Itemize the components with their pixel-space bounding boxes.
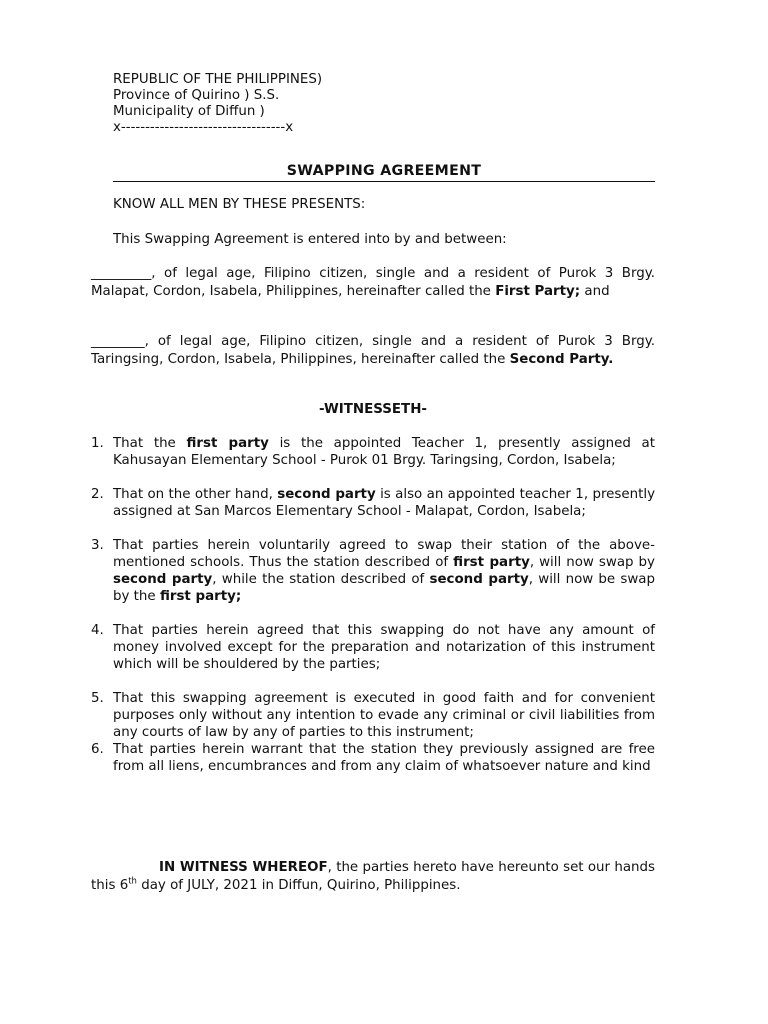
in-witness-whereof-paragraph: IN WITNESS WHEREOF, the parties hereto have hereunto set our hands this 6th day of JULY, 2021 in Diffun, Quirino, Philippines. xyxy=(91,860,655,893)
header-province: Province of Quirino ) S.S. xyxy=(113,88,280,103)
first-party-paragraph xyxy=(91,265,655,300)
clause-number: 5. xyxy=(91,691,104,706)
ordinal-suffix: th xyxy=(128,876,137,887)
clause-number: 3. xyxy=(91,538,104,553)
clause-number: 6. xyxy=(91,742,104,757)
clauses-list xyxy=(91,435,655,775)
first-party-tail: and xyxy=(584,283,610,299)
clause-6: 6. That parties herein warrant that the station they previously assigned are free from all liens, encumbrances and from any claim of whatsoever nature and kind xyxy=(91,742,655,774)
clause-1: 1. That the first party is the appointed Teacher 1, presently assigned at Kahusayan Elementary School - Purok 01 Brgy. Taringsing, Cordon, Isabela; xyxy=(91,436,655,468)
second-party-paragraph xyxy=(91,333,655,368)
clause-number: 4. xyxy=(91,623,104,638)
clause-3: 3. That parties herein voluntarily agreed to swap their station of the above-mentioned schools. Thus the station described of first party, will now swap by second party, while the station described of second party, will now be swap by the first party; xyxy=(91,538,656,604)
document-title: SWAPPING AGREEMENT xyxy=(113,161,655,182)
clause-2: 2. That on the other hand, second party is also an appointed teacher 1, presently assigned at San Marcos Elementary School - Malapat, Cordon, Isabela; xyxy=(91,487,655,519)
clause-5: 5. That this swapping agreement is executed in good faith and for convenient purposes only without any intention to evade any criminal or civil liabilities from any courts of law by any of parties to this instrument; xyxy=(91,691,655,740)
witnesseth-heading: -WITNESSETH- xyxy=(319,402,427,417)
first-party-label: First Party; xyxy=(495,283,581,299)
entered-into-text: This Swapping Agreement is entered into by and between: xyxy=(113,232,507,247)
clause-number: 1. xyxy=(91,436,104,451)
header-republic: REPUBLIC OF THE PHILIPPINES) xyxy=(113,72,323,87)
second-party-label: Second Party. xyxy=(509,351,614,367)
first-party-text: _________, of legal age, Filipino citizen, single and a resident of Purok 3 Brgy. Malapat, Cordon, Isabela, Philippines, hereinafter called the xyxy=(91,266,655,299)
header-separator: x----------------------------------x xyxy=(113,120,294,135)
in-witness-whereof-label: IN WITNESS WHEREOF xyxy=(159,860,328,875)
clause-number: 2. xyxy=(91,487,104,502)
clause-4: 4. That parties herein agreed that this swapping do not have any amount of money involved except for the preparation and notarization of this instrument which will be shouldered by the parties; xyxy=(91,623,655,672)
second-party-text: ________, of legal age, Filipino citizen, single and a resident of Purok 3 Brgy. Taringsing, Cordon, Isabela, Philippines, hereinafter called the xyxy=(91,334,655,367)
header-municipality: Municipality of Diffun ) xyxy=(113,104,265,119)
know-all-men: KNOW ALL MEN BY THESE PRESENTS: xyxy=(113,197,366,212)
jurisdiction-header xyxy=(113,72,322,136)
